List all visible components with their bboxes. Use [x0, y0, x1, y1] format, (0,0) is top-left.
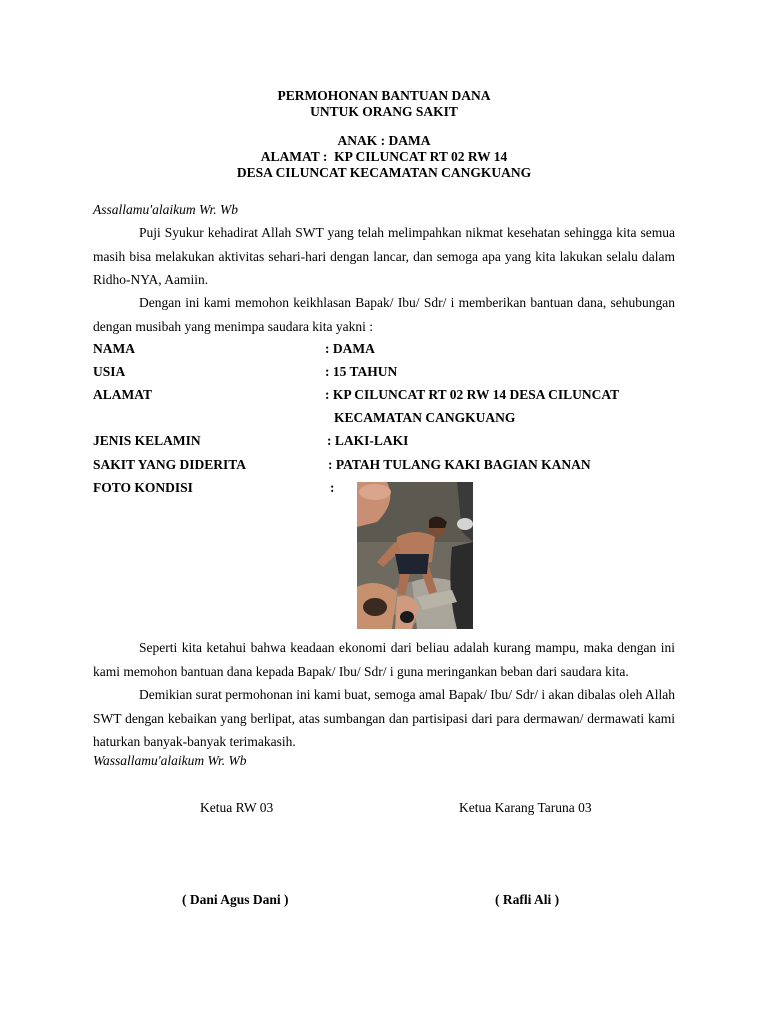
field-alamat-label: ALAMAT: [93, 387, 152, 402]
paragraph-opening: [93, 221, 675, 292]
signature-left-title: Ketua RW 03: [200, 800, 274, 815]
letter-subtitle: [0, 133, 768, 181]
signature-right-title: Ketua Karang Taruna 03: [459, 800, 592, 815]
paragraph-request: [93, 291, 675, 338]
field-foto-label: FOTO KONDISI: [93, 480, 193, 495]
paragraph-closing-text: Demikian surat permohonan ini kami buat, semoga amal Bapak/ Ibu/ Sdr/ i akan dibalas oleh Allah SWT dengan kebaikan yang berlipat, atas sumbangan dan partisipasi dari para dermawan/ dermawati kami haturkan banyak-banyak terimakasih.: [93, 687, 675, 749]
field-foto-value: :: [330, 480, 335, 495]
field-alamat-value-1: : KP CILUNCAT RT 02 RW 14 DESA CILUNCAT: [325, 387, 620, 402]
letter-title: [0, 88, 768, 120]
field-usia-value: : 15 TAHUN: [325, 364, 398, 379]
field-alamat-value-2: KECAMATAN CANGKUANG: [334, 410, 516, 425]
opening-greeting: Assallamu'alaikum Wr. Wb: [93, 202, 239, 217]
subtitle-child-name: ANAK : DAMA: [337, 133, 431, 148]
title-line-2: UNTUK ORANG SAKIT: [310, 104, 458, 119]
closing-greeting: Wassallamu'alaikum Wr. Wb: [93, 753, 247, 768]
subtitle-address: ALAMAT : KP CILUNCAT RT 02 RW 14: [260, 149, 508, 164]
field-sakit-label: SAKIT YANG DIDERITA: [93, 457, 247, 472]
field-kelamin-label: JENIS KELAMIN: [93, 433, 201, 448]
paragraph-economy: [93, 636, 675, 683]
paragraph-opening-text: Puji Syukur kehadirat Allah SWT yang telah melimpahkan nikmat kesehatan sehingga kita semua masih bisa melakukan aktivitas sehari-hari dengan lancar, dan semoga apa yang kita lakukan selalu dalam Ridho-NYA, Aamiin.: [93, 225, 675, 287]
field-usia-label: USIA: [93, 364, 126, 379]
condition-photo: [357, 482, 473, 629]
field-nama-value: : DAMA: [325, 341, 375, 356]
signature-right-name: ( Rafli Ali ): [495, 892, 560, 907]
signature-left-name: ( Dani Agus Dani ): [182, 892, 289, 907]
field-kelamin-value: : LAKI-LAKI: [327, 433, 409, 448]
field-sakit-value: : PATAH TULANG KAKI BAGIAN KANAN: [328, 457, 591, 472]
title-line-1: PERMOHONAN BANTUAN DANA: [277, 88, 491, 103]
paragraph-closing: [93, 683, 675, 754]
subtitle-village: DESA CILUNCAT KECAMATAN CANGKUANG: [236, 165, 532, 180]
paragraph-request-text: Dengan ini kami memohon keikhlasan Bapak/ Ibu/ Sdr/ i memberikan bantuan dana, sehubungan dengan musibah yang menimpa saudara kita yakni :: [93, 295, 675, 334]
field-nama-label: NAMA: [93, 341, 135, 356]
condition-photo-illustration: [357, 482, 473, 629]
paragraph-economy-text: Seperti kita ketahui bahwa keadaan ekonomi dari beliau adalah kurang mampu, maka dengan ini kami memohon bantuan dana kepada Bapak/ Ibu/ Sdr/ i guna meringankan beban dari saudara kita.: [93, 640, 675, 679]
